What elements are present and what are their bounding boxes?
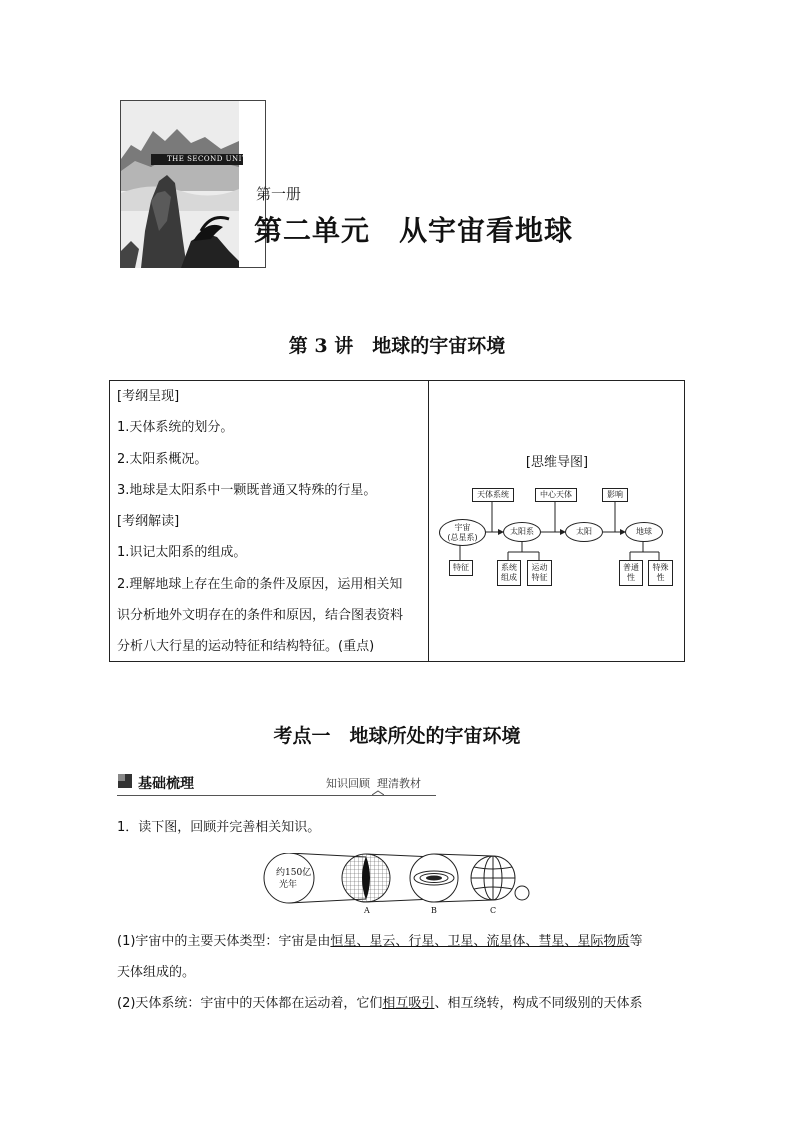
outline-item: 2.太阳系概况。 [117,452,208,467]
outline-item: 2.理解地球上存在生命的条件及原因，运用相关知 [117,577,403,592]
mindmap-node-common: 普通 性 [619,560,643,586]
mindmap-node-solar-system: 太阳系 [503,522,541,542]
outline-item: 3.地球是太阳系中一颗既普通又特殊的行星。 [117,483,377,498]
basics-subtitle: 知识回顾 理清教材 [326,777,421,790]
figure-label-a: A [364,906,370,915]
paragraph-1-line-1: (1)宇宙中的主要天体类型：宇宙是由恒星、星云、行星、卫星、流星体、彗星、星际物质等 [117,934,643,949]
basics-divider [117,795,436,796]
figure-circle-text: 约150亿 [276,868,312,878]
paragraph-1-line-2: 天体组成的。 [117,965,196,980]
outline-item: 1.天体系统的划分。 [117,420,234,435]
cover-banner: THE SECOND UNIT [151,154,243,165]
outline-heading: [考纲呈现] [117,389,180,404]
divider-notch [372,790,384,798]
mindmap-node-universe: 宇宙 (总星系) [439,519,486,546]
figure-label-b: B [431,906,437,915]
outline-heading: [考纲解读] [117,514,180,529]
mindmap-node-system-composition: 系统 组成 [497,560,521,586]
mindmap-node-sun: 太阳 [565,522,603,542]
figure-label-c: C [490,906,497,915]
basics-icon-accent [118,774,125,781]
mountain-landscape-image [121,101,239,268]
mindmap-title: [思维导图] [525,455,589,470]
unit-title: 第二单元 从宇宙看地球 [254,214,574,247]
mindmap-node-motion-feature: 运动 特征 [527,560,552,586]
book-label: 第一册 [256,185,302,203]
basics-label: 基础梳理 [138,776,194,792]
lecture-title: 第 3 讲 地球的宇宙环境 [288,335,506,357]
mindmap-node-feature: 特征 [449,560,473,576]
mindmap-node-special: 特殊 性 [648,560,673,586]
mindmap-node-earth: 地球 [625,522,663,542]
outline-item: 1.识记太阳系的组成。 [117,545,247,560]
section-title: 考点一 地球所处的宇宙环境 [273,725,521,747]
question-1: 1．读下图，回顾并完善相关知识。 [117,820,321,835]
paragraph-2-line-1: (2)天体系统：宇宙中的天体都在运动着，它们相互吸引、相互绕转，构成不同级别的天体系 [117,996,643,1011]
mindmap-node-influence: 影响 [602,488,628,502]
figure-circle-text: 光年 [279,880,298,890]
outline-item: 分析八大行星的运动特征和结构特征。(重点) [117,639,375,654]
outline-item: 识分析地外文明存在的条件和原因，结合图表资料 [117,608,404,623]
mindmap-node-central-body: 中心天体 [535,488,577,502]
mindmap-node-celestial-system: 天体系统 [472,488,514,502]
